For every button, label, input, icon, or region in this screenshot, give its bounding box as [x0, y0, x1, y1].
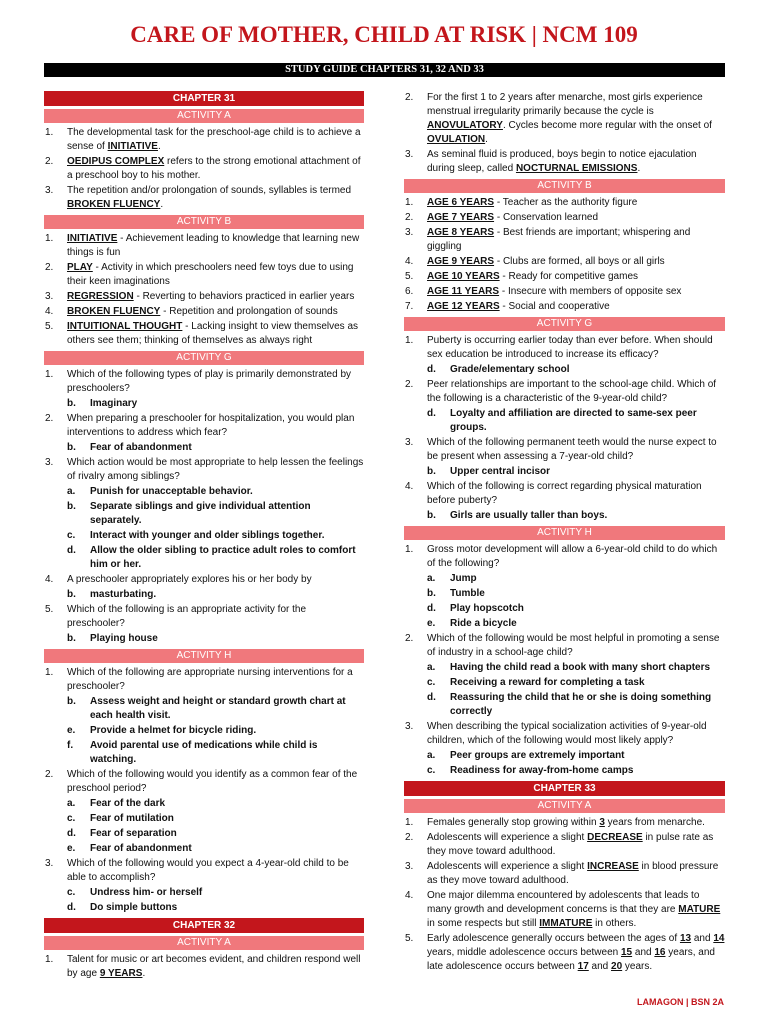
- question-item: 3. When describing the typical socialization activities of 9-year-old children, which of the following would most likely apply? a. Peer groups are extremely important c. Readiness for away-from-home camps: [404, 720, 725, 778]
- answer-keyword: REGRESSION: [67, 291, 134, 302]
- answer-choice: b. Assess weight and height or standard growth chart at each health visit.: [67, 696, 346, 721]
- list-item: 3. REGRESSION - Reverting to behaviors practiced in earlier years: [45, 291, 355, 302]
- answer-keyword: 15: [621, 947, 633, 958]
- answer-choice: b. masturbating.: [67, 589, 157, 600]
- question-item: 2. Peer relationships are important to the school-age child. Which of the following is a characteristic of the 9-year-old child? d. Loyalty and affiliation are directed to same-sex peer groups.: [404, 378, 725, 435]
- ch32-activity-a-list-start: [44, 953, 364, 981]
- answer-choice: a. Fear of the dark: [67, 798, 166, 809]
- list-item: 5. INTUITIONAL THOUGHT - Lacking insight to view themselves as others see them; thinking of themselves as always right: [45, 321, 359, 346]
- answer-keyword: 13: [679, 933, 692, 944]
- answer-choice: d. Do simple buttons: [67, 902, 178, 913]
- ch32-activity-h-list: [404, 543, 725, 778]
- answer-keyword: ANOVULATORY: [427, 120, 503, 131]
- ch32-activity-h-header: ACTIVITY H: [404, 526, 725, 540]
- question-item: 5. Which of the following is an appropriate activity for the preschooler? b. Playing house: [44, 603, 364, 646]
- ch31-activity-h-list: [44, 666, 364, 915]
- answer-choice: d. Loyalty and affiliation are directed to same-sex peer groups.: [427, 408, 697, 433]
- list-item: 1. Females generally stop growing within 3 years from menarche.: [405, 817, 705, 828]
- answer-choice: e. Ride a bicycle: [427, 618, 517, 629]
- question-item: 1. Which of the following are appropriate nursing interventions for a preschooler? b. Assess weight and height or standard growth chart at each health visit. e. Provide a helmet for bicycle riding. f. Avoid parental use of medications while child is watching.: [44, 666, 364, 767]
- left-column: [44, 91, 364, 984]
- question-item: 1. Gross motor development will allow a 6-year-old child to do which of the following? a. Jump b. Tumble d. Play hopscotch e. Ride a bicycle: [404, 543, 725, 631]
- answer-choice: b. Playing house: [67, 633, 158, 644]
- answer-keyword: BROKEN FLUENCY: [67, 306, 161, 317]
- chapter-31-header: CHAPTER 31: [44, 91, 364, 106]
- answer-choice: b. Fear of abandonment: [67, 442, 192, 453]
- list-item: 5. Early adolescence generally occurs between the ages of 13 and 14 years, middle adolescence occurs between 15 and 16 years, and late adolescence occurs between 17 and 20 years.: [405, 933, 725, 972]
- answer-keyword: IMMATURE: [539, 918, 593, 929]
- list-item: 6. AGE 11 YEARS - Insecure with members of opposite sex: [405, 286, 682, 297]
- ch31-activity-h-header: ACTIVITY H: [44, 649, 364, 663]
- ch31-activity-b-header: ACTIVITY B: [44, 215, 364, 229]
- list-item: 3. The repetition and/or prolongation of sounds, syllables is termed BROKEN FLUENCY.: [45, 185, 352, 210]
- ch31-activity-g-list: [44, 368, 364, 646]
- answer-choice: c. Undress him- or herself: [67, 887, 203, 898]
- answer-choice: d. Reassuring the child that he or she is doing something correctly: [427, 692, 712, 717]
- answer-choice: d. Fear of separation: [67, 828, 177, 839]
- ch32-activity-g-header: ACTIVITY G: [404, 317, 725, 331]
- list-item: 7. AGE 12 YEARS - Social and cooperative: [405, 301, 610, 312]
- answer-keyword: AGE 10 YEARS: [427, 271, 500, 282]
- answer-keyword: OEDIPUS COMPLEX: [67, 156, 165, 167]
- answer-choice: a. Having the child read a book with many short chapters: [427, 662, 711, 673]
- answer-keyword: INTUITIONAL THOUGHT: [67, 321, 183, 332]
- question-item: 2. When preparing a preschooler for hospitalization, you would plan interventions to address which fear? b. Fear of abandonment: [44, 412, 364, 455]
- list-item: 2. Adolescents will experience a slight DECREASE in pulse rate as they move toward adulthood.: [405, 832, 714, 857]
- answer-choice: a. Jump: [427, 573, 477, 584]
- answer-choice: d. Grade/elementary school: [427, 364, 570, 375]
- answer-keyword: INITIATIVE: [107, 141, 158, 152]
- list-item: 3. AGE 8 YEARS - Best friends are important; whispering and giggling: [405, 227, 691, 252]
- list-item: 2. For the first 1 to 2 years after menarche, most girls experience menstrual irregularity primarily because the cycle is ANOVULATORY. Cycles become more regular with the onset of OVULATION.: [405, 92, 712, 145]
- answer-choice: b. Separate siblings and give individual attention separately.: [67, 501, 311, 526]
- answer-keyword: AGE 8 YEARS: [427, 227, 495, 238]
- answer-choice: b. Tumble: [427, 588, 485, 599]
- answer-keyword: AGE 12 YEARS: [427, 301, 500, 312]
- ch32-activity-b-header: ACTIVITY B: [404, 179, 725, 193]
- answer-choice: d. Allow the older sibling to practice adult roles to comfort him or her.: [67, 545, 356, 570]
- answer-choice: a. Peer groups are extremely important: [427, 750, 625, 761]
- list-item: 1. The developmental task for the preschool-age child is to achieve a sense of INITIATIVE.: [45, 127, 361, 152]
- ch31-activity-b-list: [44, 232, 364, 348]
- ch31-activity-g-header: ACTIVITY G: [44, 351, 364, 365]
- answer-keyword: MATURE: [678, 904, 721, 915]
- answer-keyword: 14: [713, 933, 725, 944]
- question-item: 1. Puberty is occurring earlier today than ever before. When should sex education be introduced to increase its efficacy? d. Grade/elementary school: [404, 334, 725, 377]
- right-column: [404, 91, 725, 977]
- answer-choice: f. Avoid parental use of medications while child is watching.: [67, 740, 318, 765]
- answer-choice: a. Punish for unacceptable behavior.: [67, 486, 253, 497]
- ch31-activity-a-header: ACTIVITY A: [44, 109, 364, 123]
- list-item: 3. Adolescents will experience a slight INCREASE in blood pressure as they move toward adulthood.: [405, 861, 719, 886]
- answer-choice: c. Readiness for away-from-home camps: [427, 765, 634, 776]
- answer-keyword: 17: [577, 961, 589, 972]
- answer-keyword: AGE 11 YEARS: [427, 286, 500, 297]
- answer-keyword: 20: [611, 961, 623, 972]
- chapter-33-header: CHAPTER 33: [404, 781, 725, 796]
- question-item: 4. Which of the following is correct regarding physical maturation before puberty? b. Girls are usually taller than boys.: [404, 480, 725, 523]
- question-item: 3. Which of the following would you expect a 4-year-old child to be able to accomplish? c. Undress him- or herself d. Do simple buttons: [44, 857, 364, 915]
- answer-choice: b. Upper central incisor: [427, 466, 551, 477]
- answer-choice: e. Provide a helmet for bicycle riding.: [67, 725, 257, 736]
- footer-author: LAMAGON | BSN 2A: [636, 997, 724, 1007]
- list-item: 4. One major dilemma encountered by adolescents that leads to many growth and development concerns is that they are MATURE in some respects but still IMMATURE in others.: [405, 890, 721, 929]
- answer-keyword: OVULATION: [427, 134, 486, 145]
- answer-choice: b. Girls are usually taller than boys.: [427, 510, 608, 521]
- question-item: 1. Which of the following types of play is primarily demonstrated by preschoolers? b. Imaginary: [44, 368, 364, 411]
- list-item: 2. PLAY - Activity in which preschoolers need few toys due to using their keen imaginations: [45, 262, 354, 287]
- chapter-32-header: CHAPTER 32: [44, 918, 364, 933]
- question-item: 2. Which of the following would be most helpful in promoting a sense of industry in a school-age child? a. Having the child read a book with many short chapters c. Receiving a reward for completing a task d. Reassuring the child that he or she is doing something correctly: [404, 632, 725, 719]
- answer-keyword: AGE 9 YEARS: [427, 256, 495, 267]
- list-item: 4. AGE 9 YEARS - Clubs are formed, all boys or all girls: [405, 256, 665, 267]
- ch32-activity-a-list-cont: [404, 91, 725, 176]
- list-item: 1. INITIATIVE - Achievement leading to knowledge that learning new things is fun: [45, 233, 360, 258]
- list-item: 2. AGE 7 YEARS - Conservation learned: [405, 212, 599, 223]
- study-guide-banner: STUDY GUIDE CHAPTERS 31, 32 AND 33: [44, 63, 725, 77]
- answer-choice: c. Interact with younger and older siblings together.: [67, 530, 325, 541]
- answer-choice: c. Fear of mutilation: [67, 813, 174, 824]
- question-item: 3. Which action would be most appropriate to help lessen the feelings of rivalry among siblings? a. Punish for unacceptable behavior. b. Separate siblings and give individual attention separately. c. Interact with younger and older siblings together. d. Allow the older sibling to practice adult roles to comfort him or her.: [45, 457, 364, 570]
- answer-choice: c. Receiving a reward for completing a task: [427, 677, 645, 688]
- list-item: 5. AGE 10 YEARS - Ready for competitive games: [405, 271, 639, 282]
- answer-keyword: PLAY: [67, 262, 93, 273]
- list-item: 1. AGE 6 YEARS - Teacher as the authority figure: [405, 197, 638, 208]
- page-title: CARE OF MOTHER, CHILD AT RISK | NCM 109: [130, 22, 638, 47]
- ch32-activity-b-list: [404, 196, 725, 314]
- answer-choice: b. Imaginary: [67, 398, 138, 409]
- question-item: 3. Which of the following permanent teeth would the nurse expect to be present when assessing a 7-year-old child? b. Upper central incisor: [404, 436, 725, 479]
- list-item: 3. As seminal fluid is produced, boys begin to notice ejaculation during sleep, called NOCTURNAL EMISSIONS.: [405, 149, 697, 174]
- answer-choice: d. Play hopscotch: [427, 603, 524, 614]
- question-item: 2. Which of the following would you identify as a common fear of the preschool period? a. Fear of the dark c. Fear of mutilation d. Fear of separation e. Fear of abandonment: [44, 768, 364, 856]
- answer-keyword: 3: [599, 817, 605, 828]
- answer-keyword: INITIATIVE: [67, 233, 118, 244]
- answer-keyword: 9 YEARS: [99, 968, 143, 979]
- list-item: 1. Talent for music or art becomes evident, and children respond well by age 9 YEARS.: [45, 954, 361, 979]
- ch32-activity-a-header: ACTIVITY A: [44, 936, 364, 950]
- answer-keyword: NOCTURNAL EMISSIONS: [515, 163, 638, 174]
- answer-choice: e. Fear of abandonment: [67, 843, 192, 854]
- question-item: 4. A preschooler appropriately explores his or her body by b. masturbating.: [44, 573, 364, 602]
- answer-keyword: INCREASE: [587, 861, 639, 872]
- list-item: 4. BROKEN FLUENCY - Repetition and prolongation of sounds: [45, 306, 338, 317]
- ch31-activity-a-list: [44, 126, 364, 212]
- ch33-activity-a-list: [404, 816, 725, 974]
- answer-keyword: AGE 7 YEARS: [427, 212, 495, 223]
- answer-keyword: DECREASE: [587, 832, 643, 843]
- list-item: 2. OEDIPUS COMPLEX refers to the strong emotional attachment of a preschool boy to his mother.: [45, 156, 361, 181]
- answer-keyword: BROKEN FLUENCY: [67, 199, 161, 210]
- answer-keyword: AGE 6 YEARS: [427, 197, 495, 208]
- answer-keyword: 16: [654, 947, 666, 958]
- ch33-activity-a-header: ACTIVITY A: [404, 799, 725, 813]
- ch32-activity-g-list: [404, 334, 725, 523]
